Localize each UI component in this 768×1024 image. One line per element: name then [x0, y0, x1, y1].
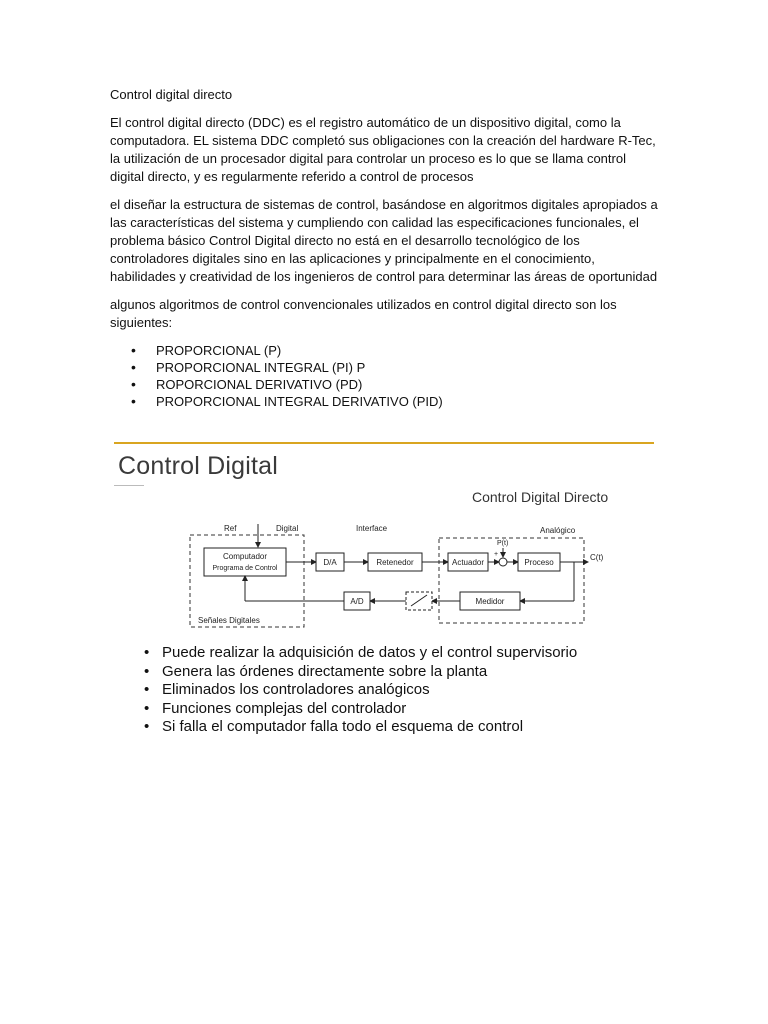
- list-item: • ROPORCIONAL DERIVATIVO (PD): [110, 376, 662, 393]
- list-item: • PROPORCIONAL INTEGRAL DERIVATIVO (PID): [110, 393, 662, 410]
- list-item: • Eliminados los controladores analógicos: [144, 681, 577, 700]
- medidor-label: Medidor: [475, 597, 505, 606]
- programa-label: Programa de Control: [212, 565, 278, 572]
- list-item: • Si falla el computador falla todo el esquema de control: [144, 718, 577, 737]
- computador-label: Computador: [222, 552, 268, 561]
- retenedor-label: Retenedor: [376, 558, 414, 567]
- list-item: • Funciones complejas del controlador: [144, 700, 577, 719]
- interface-label: Interface: [356, 524, 388, 533]
- proceso-label: Proceso: [524, 558, 554, 567]
- paragraph-algorithms-intro: algunos algoritmos de control convencionales utilizados en control digital directo son los siguientes:: [110, 297, 617, 330]
- actuador-label: Actuador: [451, 558, 485, 567]
- ref-label: Ref: [224, 524, 237, 533]
- paragraph-ddc-definition: El control digital directo (DDC) es el registro automático de un dispositivo digital, como la computadora. EL sistema DDC completó sus obligaciones con la creación del hardware R-Tec, la utilización de un procesador digital para controlar un proceso es lo que se llama control digital directo, y es regularmente referido a control de procesos: [110, 115, 656, 184]
- digital-label: Digital: [276, 524, 299, 533]
- list-item: • Puede realizar la adquisición de datos y el control supervisorio: [144, 644, 577, 663]
- plus-label: +: [494, 551, 499, 558]
- document-title: Control digital directo: [110, 87, 233, 102]
- da-label: D/A: [323, 558, 337, 567]
- list-item: • Genera las órdenes directamente sobre la planta: [144, 663, 577, 682]
- pt-label: P(t): [497, 540, 509, 547]
- document-body: [110, 86, 662, 410]
- slide-title: Control Digital: [118, 452, 279, 480]
- ad-label: A/D: [350, 597, 364, 606]
- slide-bullet-list: [144, 644, 577, 737]
- slide-image: [114, 442, 654, 762]
- list-item: • PROPORCIONAL (P): [110, 342, 662, 359]
- algorithm-list: [110, 342, 662, 410]
- list-item: • PROPORCIONAL INTEGRAL (PI) P: [110, 359, 662, 376]
- analogico-label: Analógico: [540, 526, 576, 535]
- title-underline: [114, 485, 144, 486]
- paragraph-design: el diseñar la estructura de sistemas de control, basándose en algoritmos digitales apropiados a las características del sistema y cumpliendo con calidad las especificaciones funcionales, el problema básico Control Digital directo no está en el desarrollo tecnológico de los controladores digitales sino en las aplicaciones y principalmente en el conocimiento, habilidades y creatividad de los ingenieros de control para determinar las áreas de oportunidad: [110, 197, 658, 284]
- ct-label: C(t): [590, 553, 604, 562]
- summing-junction: [499, 558, 507, 566]
- control-block-diagram: [174, 518, 614, 642]
- slide-subtitle: Control Digital Directo: [472, 489, 609, 505]
- senales-label: Señales Digitales: [198, 616, 260, 625]
